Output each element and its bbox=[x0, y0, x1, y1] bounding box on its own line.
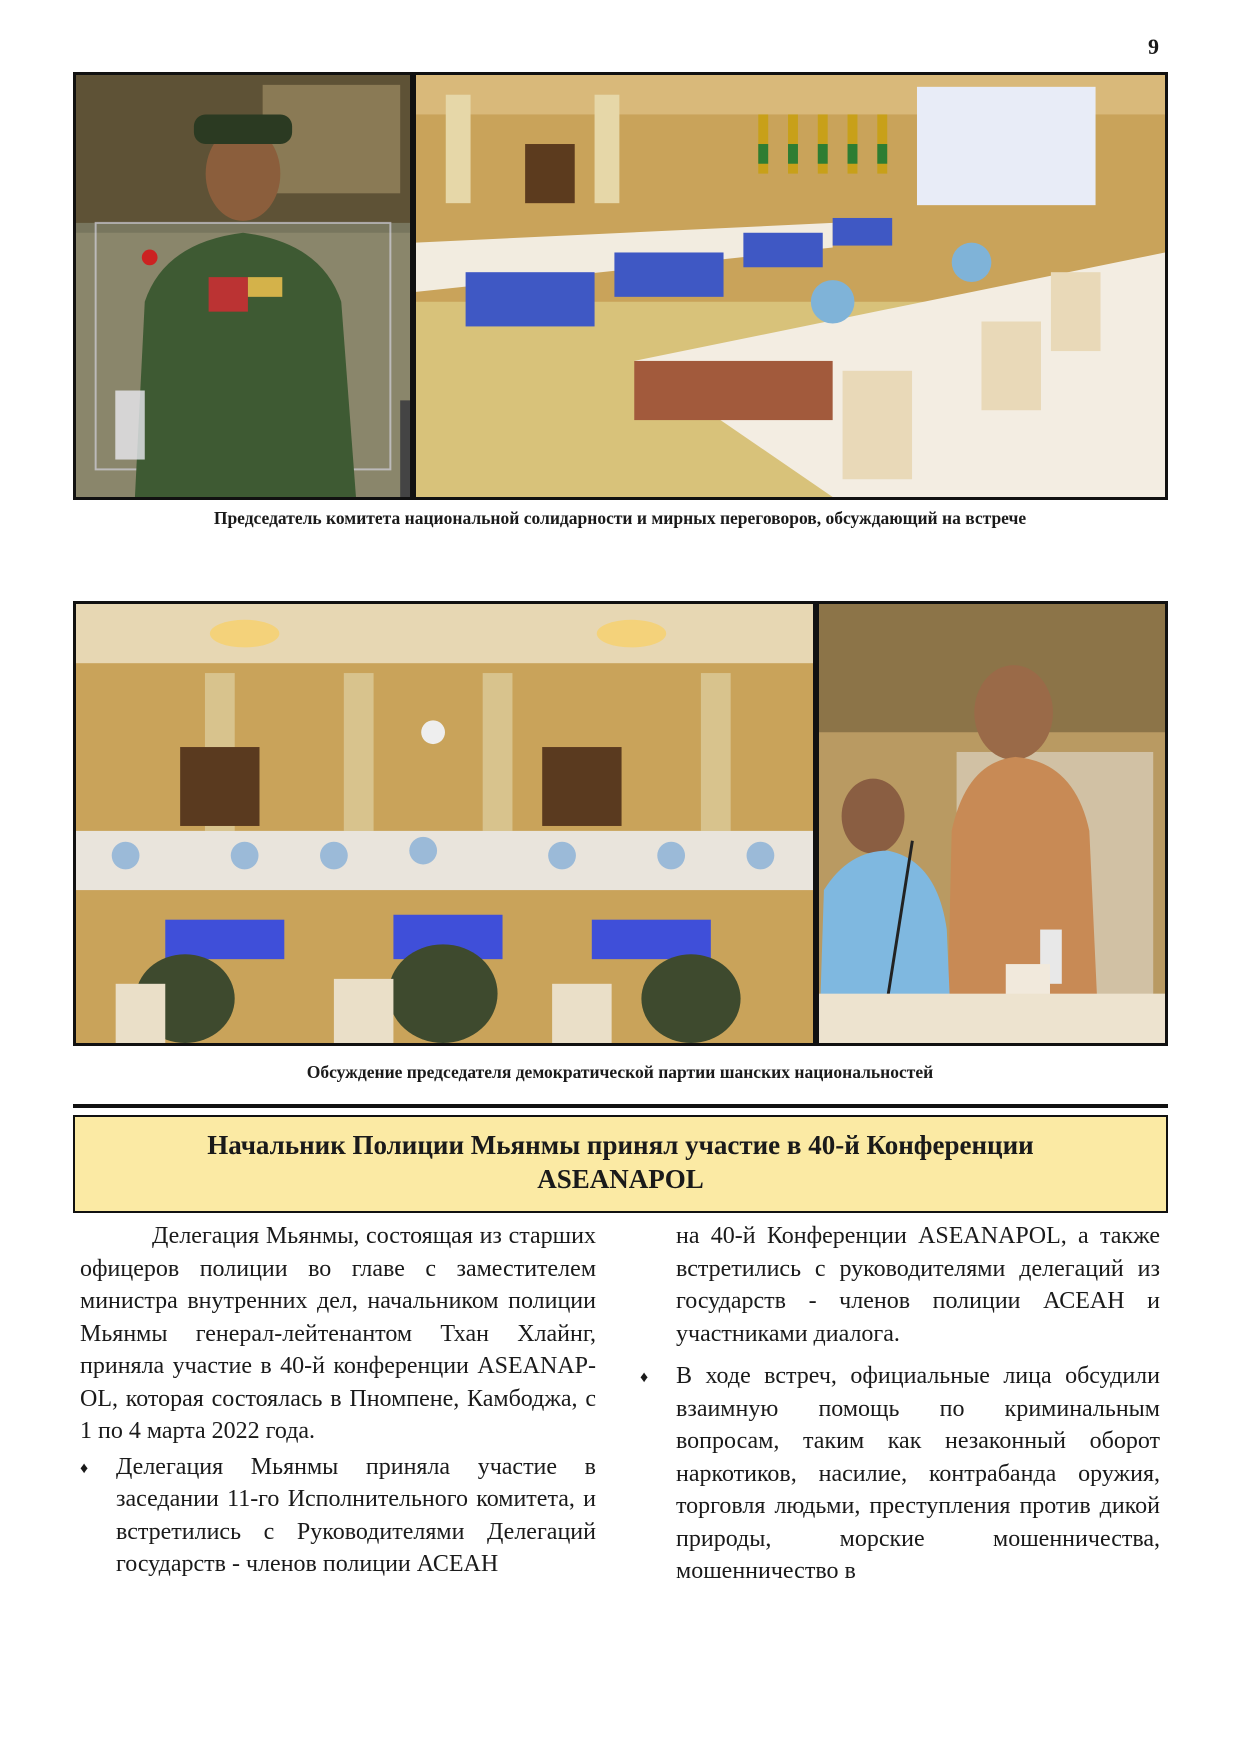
article-title-line1: Начальник Полиции Мьянмы принял участие в 40-й Конференции bbox=[207, 1130, 1034, 1160]
article-title-line2: ASEANAPOL bbox=[537, 1164, 704, 1194]
article-intro: Делегация Мьянмы, состоящая из старших офицеров полиции во главе с заместителем министра внутренних дел, начальником полиции Мьянмы генерал-лейтенантом Тхан Хлайнг, приняла участие в 40-й конференции ASEANAP-OL, которая состоялась в Пномпене, Камбоджа, с 1 по 4 марта 2022 года. bbox=[80, 1223, 596, 1444]
list-item bbox=[640, 1220, 1160, 1350]
diamond-bullet-icon: ♦ bbox=[80, 1459, 89, 1477]
list-item bbox=[80, 1451, 596, 1581]
diamond-bullet-icon: ♦ bbox=[640, 1369, 649, 1386]
article-column-right bbox=[640, 1220, 1160, 1588]
article-title bbox=[73, 1115, 1168, 1213]
photo-caption-1: Председатель комитета национальной солидарности и мирных переговоров, обсуждающий на встрече bbox=[213, 508, 1027, 528]
section-rule bbox=[73, 1104, 1168, 1108]
photo-chairman-speaking bbox=[816, 601, 1168, 1046]
article-column-left bbox=[80, 1220, 596, 1581]
photo-conference-hall bbox=[413, 72, 1168, 500]
photo-caption-2: Обсуждение председателя демократической партии шанских национальностей bbox=[306, 1062, 934, 1082]
photo-general-standing bbox=[73, 72, 413, 500]
bullet-text-1b: на 40-й Конференции ASEANAPOL, а также встретились с руководителями делегаций из государств - членов полиции АСЕАН и участниками диалога. bbox=[676, 1223, 1160, 1347]
list-item bbox=[640, 1360, 1160, 1588]
bullet-text-1a: Делегация Мьянмы приняла участие в заседании 11-го Исполнительного комитета, и встретились с Руководителями Делегаций государств - членов полиции АСЕАН bbox=[116, 1453, 596, 1577]
page-number: 9 bbox=[1148, 34, 1159, 59]
bullet-text-2: В ходе встреч, официальные лица обсудили взаимную помощь по криминальным вопросам, таким как незаконный оборот наркотиков, насилие, контрабанда оружия, торговля людьми, преступления против дикой природы, морские мошенничества, мошенничество в bbox=[676, 1363, 1160, 1584]
photo-meeting-room bbox=[73, 601, 816, 1046]
